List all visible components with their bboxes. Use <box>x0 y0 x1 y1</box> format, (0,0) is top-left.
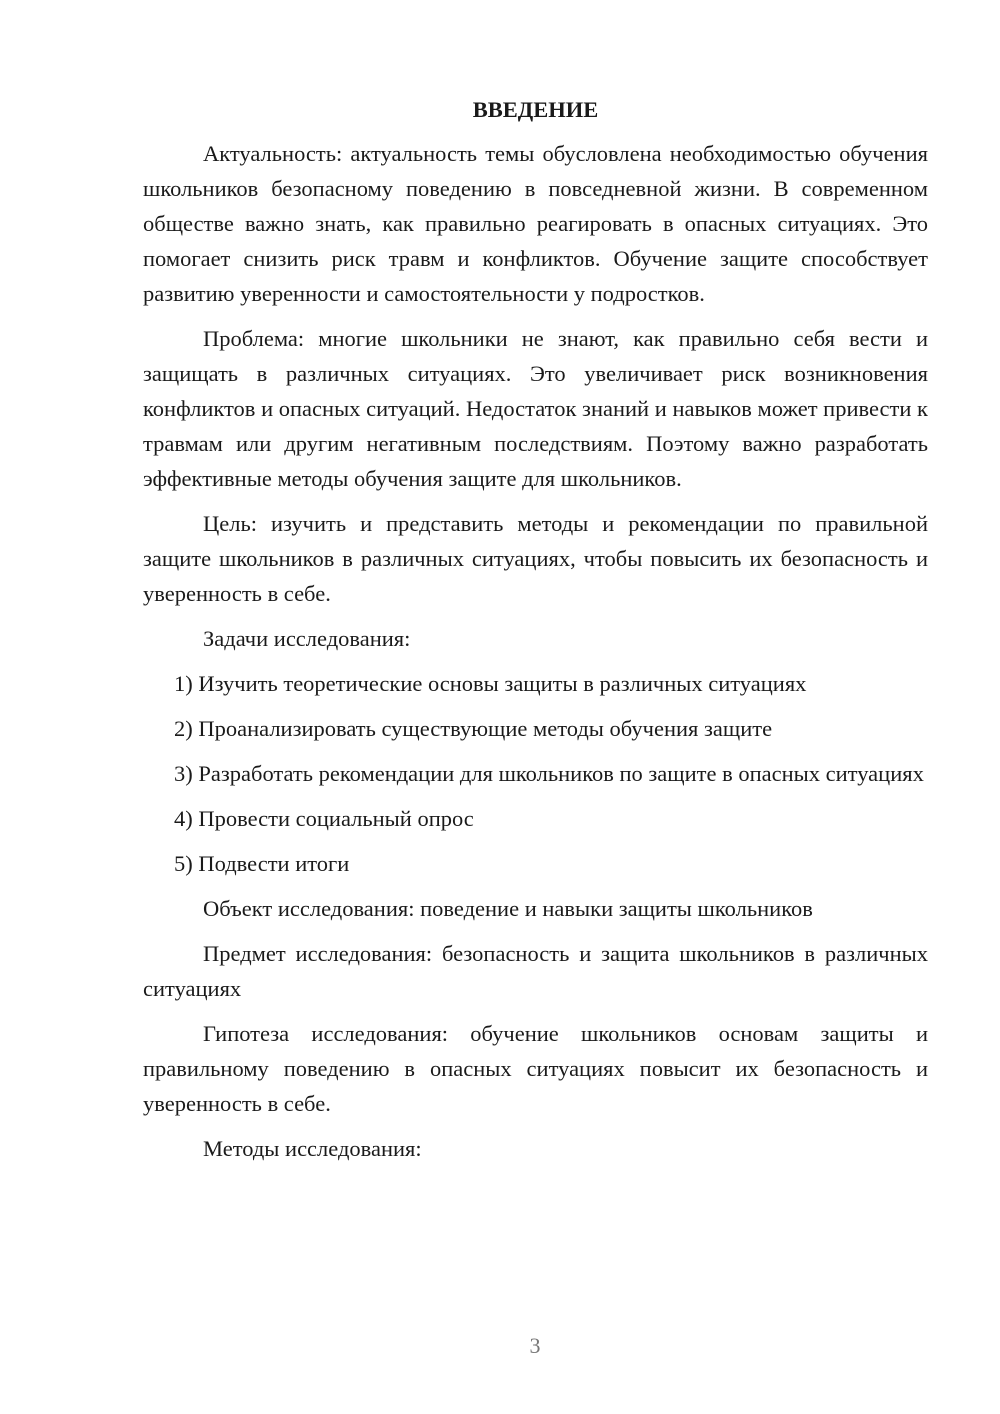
task-item-3: 3) Разработать рекомендации для школьников по защите в опасных ситуациях <box>174 761 924 786</box>
goal-paragraph: Цель: изучить и представить методы и рекомендации по правильной защите школьников в различных ситуациях, чтобы повысить их безопасность и уверенность в себе. <box>143 511 928 606</box>
research-subject-paragraph: Предмет исследования: безопасность и защита школьников в различных ситуациях <box>143 941 928 1001</box>
methods-heading: Методы исследования: <box>203 1136 422 1161</box>
page-number: 3 <box>529 1333 541 1358</box>
hypothesis-paragraph: Гипотеза исследования: обучение школьников основам защиты и правильному поведению в опасных ситуациях повысит их безопасность и уверенность в себе. <box>143 1021 928 1116</box>
task-item-4: 4) Провести социальный опрос <box>174 806 474 831</box>
page-title: ВВЕДЕНИЕ <box>472 97 599 122</box>
document-page <box>143 92 928 1176</box>
research-object-paragraph: Объект исследования: поведение и навыки защиты школьников <box>203 896 813 921</box>
task-item-1: 1) Изучить теоретические основы защиты в различных ситуациях <box>174 671 807 696</box>
problem-paragraph: Проблема: многие школьники не знают, как правильно себя вести и защищать в различных ситуациях. Это увеличивает риск возникновения конфликтов и опасных ситуаций. Недостаток знаний и навыков может привести к травмам или другим негативным последствиям. Поэтому важно разработать эффективные методы обучения защите для школьников. <box>143 326 928 491</box>
task-item-2: 2) Проанализировать существующие методы обучения защите <box>174 716 773 741</box>
task-item-5: 5) Подвести итоги <box>174 851 350 876</box>
relevance-paragraph: Актуальность: актуальность темы обусловлена необходимостью обучения школьников безопасному поведению в повседневной жизни. В современном обществе важно знать, как правильно реагировать в опасных ситуациях. Это помогает снизить риск травм и конфликтов. Обучение защите способствует развитию уверенности и самостоятельности у подростков. <box>143 141 928 306</box>
tasks-heading: Задачи исследования: <box>203 626 411 651</box>
